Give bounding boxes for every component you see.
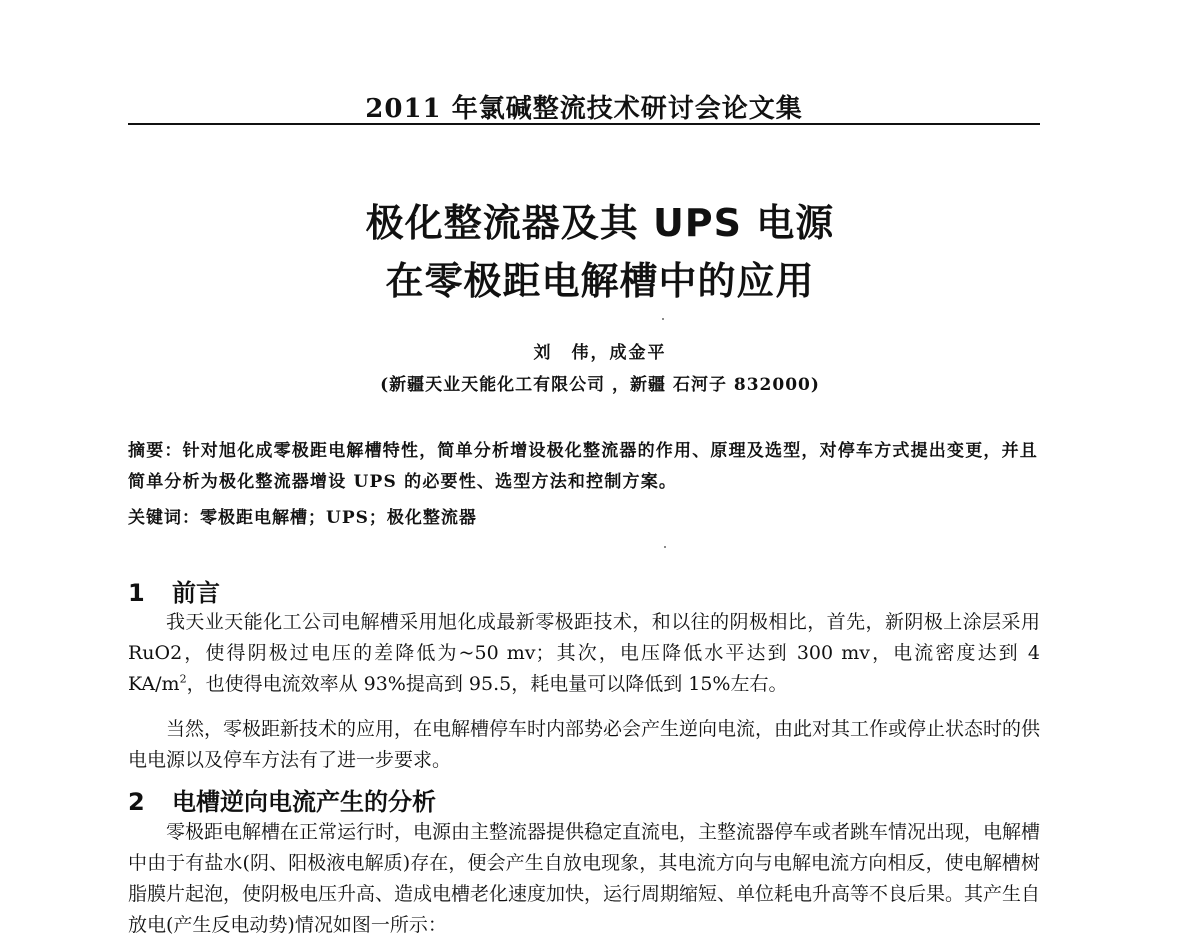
section-heading-1: [128, 573, 220, 608]
abstract-label: 摘要：: [128, 441, 183, 461]
paragraph: [128, 607, 1040, 700]
section-number: 1: [128, 579, 145, 607]
header-rule: [128, 123, 1040, 125]
scan-speck: [664, 546, 666, 548]
authors: 刘 伟，成金平: [533, 343, 667, 363]
superscript: 2: [179, 672, 187, 686]
section-number: 2: [128, 788, 145, 816]
section-title: 电槽逆向电流产生的分析: [172, 788, 436, 816]
keywords-text: 零极距电解槽；UPS；极化整流器: [200, 508, 477, 528]
section-title: 前言: [172, 579, 220, 607]
affiliation: (新疆天业天能化工有限公司 ，新疆 石河子 832000): [380, 375, 820, 395]
paragraph: 零极距电解槽在正常运行时，电源由主整流器提供稳定直流电，主整流器停车或者跳车情况出现，电解槽中由于有盐水(阴、阳极液电解质)存在，便会产生自放电现象，其电流方向与电解电流方向相反，使电解槽树脂膜片起泡，使阴极电压升高、造成电槽老化速度加快，运行周期缩短、单位耗电升高等不良后果。其产生自放电(产生反电动势)情况如图一所示：: [128, 821, 1041, 936]
abstract: [128, 436, 1040, 498]
section-heading-2: [128, 782, 436, 817]
abstract-text: 针对旭化成零极距电解槽特性，简单分析增设极化整流器的作用、原理及选型，对停车方式提出变更，并且简单分析为极化整流器增设 UPS 的必要性、选型方法和控制方案。: [128, 441, 1039, 492]
scan-speck: [662, 318, 664, 320]
paper-title-line-1: 极化整流器及其 UPS 电源: [365, 201, 835, 245]
keywords-label: 关键词：: [128, 508, 200, 528]
paragraph-text: ，也使得电流效率从 93%提高到 95.5，耗电量可以降低到 15%左右。: [186, 673, 788, 695]
paragraph: 当然，零极距新技术的应用，在电解槽停车时内部势必会产生逆向电流，由此对其工作或停止状态时的供电电源以及停车方法有了进一步要求。: [128, 718, 1041, 771]
keywords: [128, 503, 1040, 534]
paragraph-text: 我天业天能化工公司电解槽采用旭化成最新零极距技术，和以往的阴极相比，首先，新阴极上涂层采用 RuO2，使得阴极过电压的差降低为~50 mv；其次，电压降低水平达到 300 mv，电流密度达到 4 KA/m: [128, 611, 1040, 695]
running-head: 2011 年氯碱整流技术研讨会论文集: [365, 94, 803, 124]
paper-title-line-2: 在零极距电解槽中的应用: [385, 259, 815, 303]
